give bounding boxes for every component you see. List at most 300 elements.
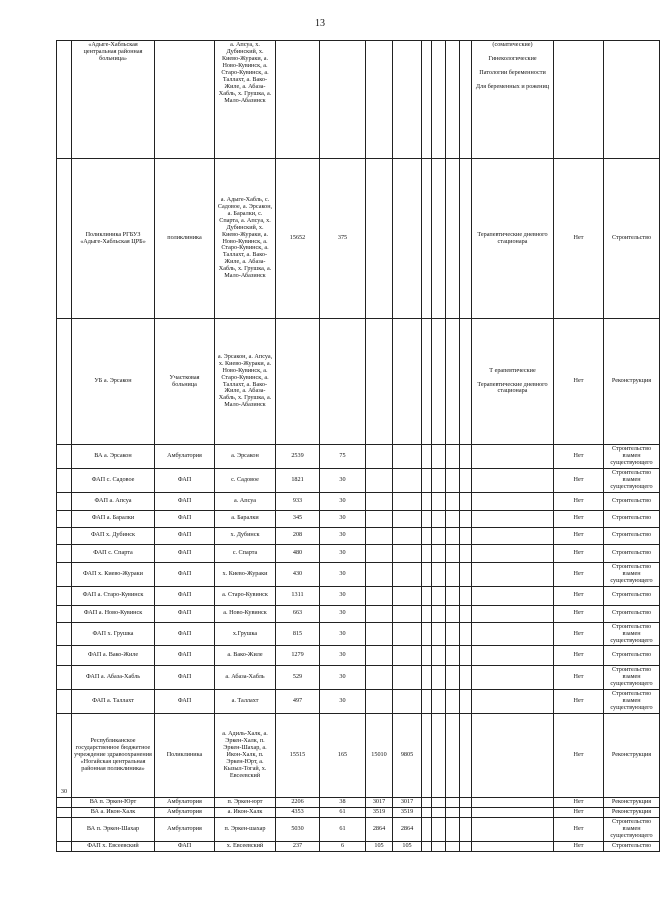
facility-name: ФАП а. Таллахт [72,690,155,714]
row-number [57,808,72,818]
need-flag: Нет [554,841,604,851]
empty-cell [446,562,460,586]
facility-type: Амбулатория [155,798,215,808]
table-row [57,469,660,493]
population: 4353 [276,808,320,818]
need-flag: Нет [554,646,604,666]
empty-cell [432,445,446,469]
value-col-3 [393,646,422,666]
empty-cell [432,527,446,544]
capacity-value: 375 [320,159,366,319]
facility-type: ФАП [155,544,215,562]
need-flag: Нет [554,319,604,445]
row-number [57,646,72,666]
need-flag: Нет [554,817,604,841]
planned-action: Строительство взамен существующего [604,562,660,586]
planned-action: Строительство [604,492,660,510]
facility-type: Поликлиника [155,714,215,798]
served-settlements: а. Апсуа [215,492,276,510]
empty-cell [446,646,460,666]
empty-cell [422,510,432,527]
empty-cell [446,510,460,527]
profile-note [472,646,554,666]
value-col-2 [366,646,393,666]
served-settlements: х. Киево-Жураки [215,562,276,586]
table-row [57,841,660,851]
empty-cell [432,605,446,622]
need-flag: Нет [554,469,604,493]
capacity-value: 30 [320,666,366,690]
empty-cell [460,714,472,798]
planned-action: Строительство [604,544,660,562]
table-row [57,714,660,798]
served-settlements: х. Дубинск [215,527,276,544]
empty-cell [446,586,460,605]
empty-cell [422,666,432,690]
served-settlements: а. Старо-Кувинск [215,586,276,605]
population: 1279 [276,646,320,666]
facility-name: ВА а. Эрсакон [72,445,155,469]
capacity-value [320,41,366,159]
served-settlements: х.Грушка [215,622,276,646]
served-settlements: а. Апсуа, х. Дубинский, х. Киево-Жураки, а. Ново-Кувинск, а. Старо-Кувинск, а. Таллахт, а. Вако-Жиле, а. Абаза-Хабль, х. Грушка, а. Мало-Абазинск [215,41,276,159]
value-col-2 [366,666,393,690]
empty-cell [446,319,460,445]
planned-action: Реконструкция [604,714,660,798]
planned-action: Реконструкция [604,808,660,818]
empty-cell [422,445,432,469]
value-col-3: 105 [393,841,422,851]
empty-cell [446,445,460,469]
profile-note [472,562,554,586]
population: 15515 [276,714,320,798]
table-row [57,808,660,818]
facility-name: Республиканское государственное бюджетное учреждение здравоохранения «Ногайская центральная районная поликлиника» [72,714,155,798]
value-col-3 [393,666,422,690]
empty-cell [446,492,460,510]
table-row [57,319,660,445]
empty-cell [422,527,432,544]
need-flag: Нет [554,622,604,646]
value-col-3: 9805 [393,714,422,798]
served-settlements: а. Баралки [215,510,276,527]
empty-cell [460,646,472,666]
planned-action: Строительство [604,159,660,319]
facility-type: ФАП [155,469,215,493]
planned-action: Строительство [604,586,660,605]
table-row [57,690,660,714]
facility-name: УБ а. Эрсакон [72,319,155,445]
served-settlements: а. Вако-Жиле [215,646,276,666]
facility-type: ФАП [155,605,215,622]
empty-cell [422,492,432,510]
value-col-3 [393,690,422,714]
row-number [57,159,72,319]
facility-type: Участковая больница [155,319,215,445]
served-settlements: а. Эрсакон, а. Апсуа, х. Киево-Жураки, а. Ново-Кувинск, а. Старо-Кувинск, а. Таллахт, а. Вако-Жиле, а. Абаза-Хабль, х. Грушка, а. Мало-Абазинск [215,319,276,445]
facility-name: ВА п. Эркен-Юрт [72,798,155,808]
value-col-2 [366,319,393,445]
facility-type: Амбулатория [155,808,215,818]
value-col-3 [393,510,422,527]
empty-cell [460,510,472,527]
empty-cell [460,41,472,159]
facilities-table [56,40,660,852]
capacity-value: 75 [320,445,366,469]
value-col-2 [366,622,393,646]
table-row [57,586,660,605]
value-col-3 [393,562,422,586]
facility-type: ФАП [155,527,215,544]
profile-note [472,798,554,808]
value-col-3 [393,527,422,544]
facility-type: ФАП [155,562,215,586]
population: 529 [276,666,320,690]
profile-note [472,527,554,544]
empty-cell [432,646,446,666]
value-col-2: 2864 [366,817,393,841]
value-col-3 [393,445,422,469]
need-flag: Нет [554,605,604,622]
empty-cell [460,690,472,714]
value-col-2 [366,159,393,319]
empty-cell [422,469,432,493]
served-settlements: а. Ново-Кувинск [215,605,276,622]
row-number [57,841,72,851]
empty-cell [432,562,446,586]
empty-cell [446,690,460,714]
capacity-value: 30 [320,622,366,646]
empty-cell [460,817,472,841]
planned-action: Реконструкция [604,798,660,808]
value-col-2 [366,492,393,510]
facility-type: ФАП [155,666,215,690]
empty-cell [422,622,432,646]
row-number [57,605,72,622]
population: 345 [276,510,320,527]
profile-note: Терапевтические дневного стационара [472,159,554,319]
empty-cell [422,159,432,319]
value-col-2 [366,469,393,493]
need-flag: Нет [554,492,604,510]
value-col-2: 15010 [366,714,393,798]
planned-action: Строительство взамен существующего [604,690,660,714]
planned-action: Реконструкция [604,319,660,445]
capacity-value: 61 [320,817,366,841]
need-flag: Нет [554,714,604,798]
facility-name: «Адыге-Хабльская центральная районная больница» [72,41,155,159]
facility-name: ФАП х. Киево-Жураки [72,562,155,586]
value-col-3 [393,622,422,646]
empty-cell [422,605,432,622]
population [276,41,320,159]
table-row [57,41,660,159]
empty-cell [422,817,432,841]
need-flag [554,41,604,159]
empty-cell [460,586,472,605]
population: 815 [276,622,320,646]
facility-name: ВА п. Эркен-Шахар [72,817,155,841]
empty-cell [422,714,432,798]
empty-cell [432,319,446,445]
empty-cell [460,544,472,562]
empty-cell [422,562,432,586]
empty-cell [432,544,446,562]
value-col-3 [393,41,422,159]
empty-cell [446,714,460,798]
facility-name: ФАП х. Евсеевский [72,841,155,851]
capacity-value: 6 [320,841,366,851]
facility-type: ФАП [155,841,215,851]
empty-cell [432,510,446,527]
empty-cell [460,666,472,690]
row-number [57,690,72,714]
empty-cell [422,586,432,605]
row-number [57,527,72,544]
empty-cell [432,690,446,714]
empty-cell [422,690,432,714]
value-col-2 [366,41,393,159]
value-col-3: 3017 [393,798,422,808]
capacity-value: 30 [320,527,366,544]
value-col-2 [366,510,393,527]
population: 430 [276,562,320,586]
empty-cell [422,319,432,445]
need-flag: Нет [554,798,604,808]
empty-cell [460,841,472,851]
need-flag: Нет [554,666,604,690]
empty-cell [446,527,460,544]
facility-type: ФАП [155,586,215,605]
value-col-2 [366,527,393,544]
value-col-2: 3519 [366,808,393,818]
facility-name: ВА а. Икон-Халк [72,808,155,818]
profile-note: Т ерапевтические Терапевтические дневного стационара [472,319,554,445]
empty-cell [422,808,432,818]
row-number [57,586,72,605]
planned-action: Строительство взамен существующего [604,817,660,841]
served-settlements: а. Адиль-Халк, а. Эркен-Халк, п. Эркен-Шахар, а. Икон-Халк, п. Эркен-Юрт, а. Кызыл-Тогай, х. Евсеевский [215,714,276,798]
empty-cell [446,605,460,622]
population: 2206 [276,798,320,808]
empty-cell [446,544,460,562]
served-settlements: п. Эркен-юрт [215,798,276,808]
facility-type: ФАП [155,690,215,714]
empty-cell [432,622,446,646]
planned-action: Строительство взамен существующего [604,622,660,646]
value-col-2 [366,586,393,605]
row-number [57,319,72,445]
capacity-value: 30 [320,469,366,493]
served-settlements: а. Адыге-Хабль, с. Садовое, а. Эрсакон, а. Баралки, с. Спарта, а. Апсуа, х. Дубинский, х. Киево-Жураки, а. Ново-Кувинск, а. Старо-Кувинск, а. Таллахт, а. Вако-Жиле, а. Абаза-Хабль, х. Грушка, а. Мало-Абазинск [215,159,276,319]
value-col-2: 3017 [366,798,393,808]
row-number [57,622,72,646]
row-number [57,41,72,159]
value-col-2 [366,562,393,586]
empty-cell [446,798,460,808]
profile-note [472,445,554,469]
profile-note [472,544,554,562]
need-flag: Нет [554,562,604,586]
capacity-value: 30 [320,690,366,714]
table-row [57,666,660,690]
row-number: 30 [57,714,72,798]
empty-cell [432,469,446,493]
empty-cell [422,41,432,159]
profile-note [472,469,554,493]
facility-name: ФАП а. Ново-Кувинск [72,605,155,622]
value-col-3 [393,159,422,319]
empty-cell [460,319,472,445]
table-row [57,562,660,586]
profile-note [472,586,554,605]
empty-cell [422,841,432,851]
planned-action: Строительство [604,605,660,622]
empty-cell [446,666,460,690]
facility-name: ФАП с. Спарта [72,544,155,562]
need-flag: Нет [554,586,604,605]
empty-cell [446,622,460,646]
population: 15652 [276,159,320,319]
facility-type: ФАП [155,492,215,510]
facility-name: Поликлиника РГБУЗ «Адыге-Хабльская ЦРБ» [72,159,155,319]
value-col-2: 105 [366,841,393,851]
need-flag: Нет [554,808,604,818]
served-settlements: а. Икон-Халк [215,808,276,818]
capacity-value: 30 [320,492,366,510]
row-number [57,469,72,493]
facility-name: ФАП х. Грушка [72,622,155,646]
profile-note [472,510,554,527]
planned-action: Строительство взамен существующего [604,469,660,493]
facility-name: ФАП а. Абаза-Хабль [72,666,155,690]
empty-cell [432,492,446,510]
row-number [57,492,72,510]
table-row [57,510,660,527]
population: 663 [276,605,320,622]
empty-cell [432,798,446,808]
capacity-value: 30 [320,544,366,562]
facility-name: ФАП а. Вако-Жиле [72,646,155,666]
population: 2539 [276,445,320,469]
value-col-3 [393,586,422,605]
table-row [57,817,660,841]
row-number [57,510,72,527]
page-number: 13 [315,18,325,29]
empty-cell [422,798,432,808]
table-row [57,527,660,544]
value-col-3 [393,605,422,622]
empty-cell [460,159,472,319]
empty-cell [432,586,446,605]
empty-cell [432,808,446,818]
empty-cell [432,41,446,159]
facility-name: ФАП с. Садовое [72,469,155,493]
facility-type: Амбулатория [155,445,215,469]
capacity-value: 30 [320,646,366,666]
value-col-3: 3519 [393,808,422,818]
value-col-2 [366,690,393,714]
table-row [57,646,660,666]
profile-note [472,808,554,818]
empty-cell [432,159,446,319]
table-row [57,622,660,646]
capacity-value: 30 [320,510,366,527]
table-row [57,605,660,622]
need-flag: Нет [554,159,604,319]
profile-note [472,817,554,841]
value-col-3 [393,492,422,510]
table-row [57,445,660,469]
row-number [57,544,72,562]
empty-cell [460,492,472,510]
population [276,319,320,445]
facility-type [155,41,215,159]
capacity-value: 30 [320,605,366,622]
empty-cell [460,622,472,646]
empty-cell [422,646,432,666]
population: 1821 [276,469,320,493]
facility-name: ФАП а. Баралки [72,510,155,527]
planned-action: Строительство [604,527,660,544]
capacity-value: 30 [320,586,366,605]
planned-action [604,41,660,159]
facility-type: ФАП [155,622,215,646]
empty-cell [460,527,472,544]
profile-note [472,690,554,714]
empty-cell [446,841,460,851]
row-number [57,798,72,808]
row-number [57,445,72,469]
profile-note [472,622,554,646]
value-col-2 [366,544,393,562]
capacity-value: 38 [320,798,366,808]
capacity-value: 165 [320,714,366,798]
population: 1311 [276,586,320,605]
empty-cell [446,808,460,818]
population: 933 [276,492,320,510]
empty-cell [446,817,460,841]
table-row [57,798,660,808]
value-col-2 [366,445,393,469]
profile-note [472,841,554,851]
served-settlements: а. Абаза-Хабль [215,666,276,690]
need-flag: Нет [554,527,604,544]
profile-note: (соматические) Гинекологические Патологии беременности Для беременных и рожениц [472,41,554,159]
table-row [57,544,660,562]
empty-cell [460,469,472,493]
population: 237 [276,841,320,851]
facility-name: ФАП а. Апсуа [72,492,155,510]
value-col-3 [393,544,422,562]
population: 480 [276,544,320,562]
empty-cell [446,469,460,493]
served-settlements: а. Эрсакон [215,445,276,469]
need-flag: Нет [554,690,604,714]
empty-cell [460,445,472,469]
empty-cell [460,808,472,818]
planned-action: Строительство взамен существующего [604,666,660,690]
table-row [57,159,660,319]
empty-cell [460,562,472,586]
served-settlements: с. Спарта [215,544,276,562]
need-flag: Нет [554,544,604,562]
profile-note [472,666,554,690]
planned-action: Строительство [604,510,660,527]
planned-action: Строительство взамен существующего [604,445,660,469]
row-number [57,666,72,690]
served-settlements: х. Евсеевский [215,841,276,851]
